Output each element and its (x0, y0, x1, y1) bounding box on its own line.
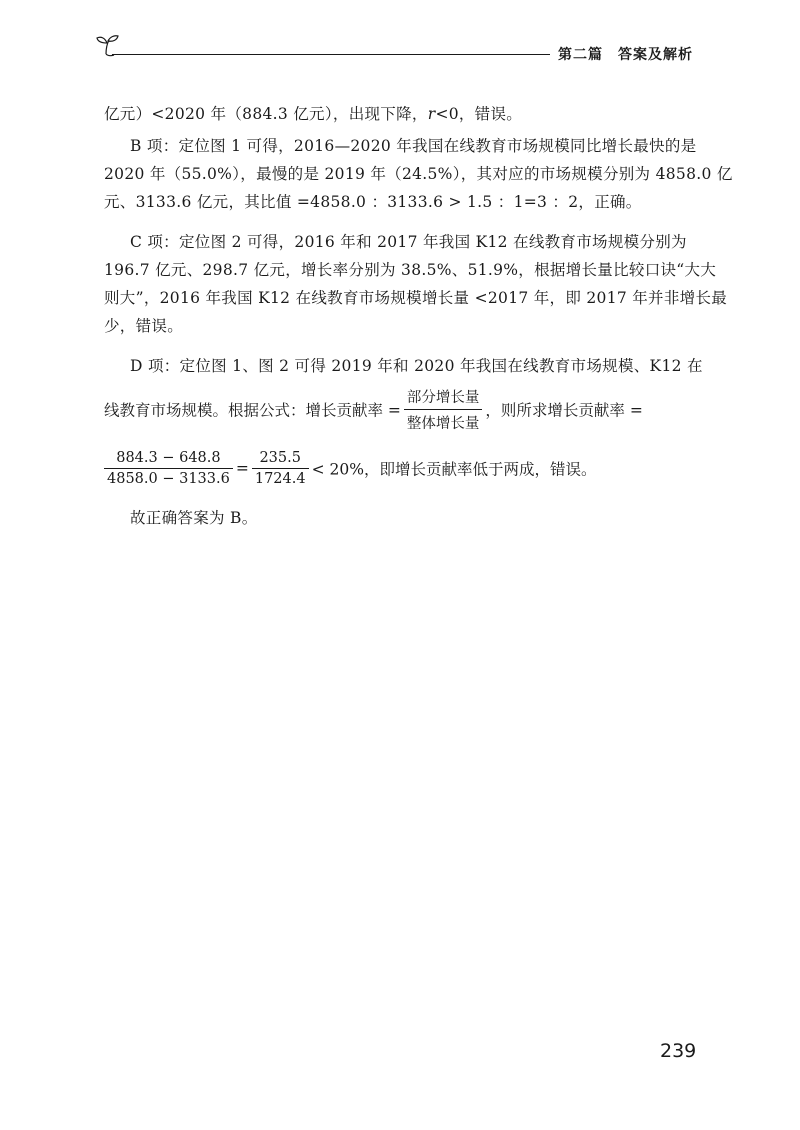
result-fraction (252, 450, 309, 487)
text-line: 线教育市场规模。根据公式：增长贡献率 = (104, 401, 401, 420)
difference-fraction (104, 450, 233, 487)
paragraph-option-c (104, 228, 728, 340)
paragraph-option-b (104, 132, 733, 216)
sprout-icon (92, 30, 122, 60)
contribution-rate-fraction (404, 386, 483, 433)
header-rule (112, 54, 550, 55)
fraction-numerator: 235.5 (252, 450, 309, 469)
page-number: 239 (660, 1040, 697, 1062)
text-line: C 项：定位图 2 可得，2016 年和 2017 年我国 K12 在线教育市场规模分别为 (130, 233, 687, 251)
equals-sign: = (235, 459, 249, 478)
formula-line-1 (104, 386, 643, 433)
fraction-denominator: 整体增长量 (406, 416, 480, 432)
fraction-numerator: 884.3 − 648.8 (104, 450, 233, 469)
text-line: 元、3133.6 亿元，其比值 =4858.0 ：3133.6 > 1.5 ：1=3 ：2，正确。 (104, 193, 642, 211)
text-line: ，则所求增长贡献率 = (485, 401, 643, 420)
text-line: B 项：定位图 1 可得，2016—2020 年我国在线教育市场规模同比增长最快的是 (130, 137, 697, 155)
text-line: 亿元）<2020 年（884.3 亿元），出现下降，r<0，错误。 (104, 105, 523, 123)
fraction-denominator: 4858.0 − 3133.6 (107, 471, 230, 487)
paragraph-option-d (104, 352, 703, 380)
fraction-numerator: 部分增长量 (404, 386, 483, 410)
r-symbol: r (427, 105, 436, 123)
fraction-denominator: 1724.4 (254, 471, 306, 487)
text-line: D 项：定位图 1、图 2 可得 2019 年和 2020 年我国在线教育市场规模、K12 在 (130, 357, 703, 375)
text-line: 则大”，2016 年我国 K12 在线教育市场规模增长量 <2017 年，即 2017 年并非增长最 (104, 289, 728, 307)
text-line: 196.7 亿元、298.7 亿元，增长率分别为 38.5%、51.9%，根据增长量比较口诀“大大 (104, 261, 717, 279)
paragraph-answer (104, 504, 696, 532)
formula-line-2 (104, 450, 596, 487)
text-line: < 20%，即增长贡献率低于两成，错误。 (311, 460, 597, 479)
paragraph-1 (104, 100, 696, 128)
text-line: 2020 年（55.0%），最慢的是 2019 年（24.5%），其对应的市场规模分别为 4858.0 亿 (104, 165, 733, 183)
running-head: 第二篇 答案及解析 (558, 47, 693, 63)
text-line: 少，错误。 (104, 317, 184, 335)
text-line: 故正确答案为 B。 (130, 509, 258, 527)
